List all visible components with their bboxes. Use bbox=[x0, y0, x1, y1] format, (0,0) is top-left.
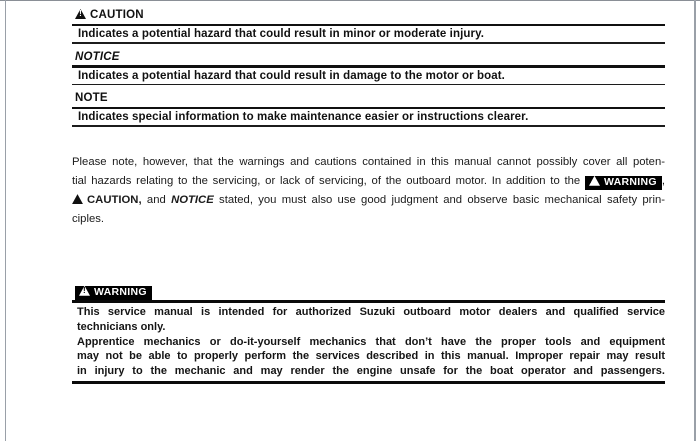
warning-badge-label: WARNING bbox=[94, 285, 147, 298]
caution-heading bbox=[72, 9, 665, 21]
note-definition-text: Indicates special information to make maintenance easier or instructions clearer. bbox=[78, 111, 529, 123]
warning-triangle-icon bbox=[79, 286, 90, 296]
caution-definition-text: Indicates a potential hazard that could result in minor or moderate injury. bbox=[78, 28, 485, 40]
notice-definition-block bbox=[72, 51, 665, 86]
paragraph-line bbox=[72, 210, 665, 229]
warning-line: technicians only. bbox=[77, 320, 166, 333]
rule-thin bbox=[72, 84, 665, 86]
warning-triangle-icon bbox=[589, 176, 600, 186]
body-paragraph bbox=[72, 153, 665, 230]
notice-definition-text: Indicates a potential hazard that could result in damage to the motor or boat. bbox=[78, 69, 505, 82]
paragraph-text: stated, you must also use good judgment and observe basic mechanical safety prin- bbox=[219, 194, 665, 207]
warning-badge-label: WARNING bbox=[604, 175, 657, 188]
warning-line: in injury to the mechanic and may render the engine unsafe for the boat operator and passengers. bbox=[77, 365, 665, 377]
page-content bbox=[72, 9, 665, 384]
paragraph-text: and bbox=[146, 194, 166, 207]
paragraph-line bbox=[72, 191, 665, 210]
paragraph-text: Please note, however, that the warnings and cautions contained in this manual cannot possibly cover all poten- bbox=[72, 155, 665, 168]
warning-line: This service manual is intended for authorized Suzuki outboard motor dealers and qualified service bbox=[77, 306, 665, 319]
rule-thin bbox=[72, 42, 665, 44]
warning-triangle-icon bbox=[75, 9, 86, 19]
caution-definition-block bbox=[72, 9, 665, 44]
notice-heading: NOTICE bbox=[75, 50, 120, 63]
warning-badge-inline bbox=[585, 176, 662, 190]
notice-inline-label: NOTICE bbox=[171, 194, 214, 207]
warning-badge bbox=[75, 286, 152, 300]
paragraph-text: ciples. bbox=[72, 213, 105, 226]
page-edge-left bbox=[5, 0, 6, 441]
warning-triangle-icon bbox=[72, 194, 83, 204]
paragraph-line bbox=[72, 172, 665, 191]
caution-inline-label: !CAUTION, bbox=[72, 194, 142, 206]
note-definition-block bbox=[72, 92, 665, 127]
paragraph-line bbox=[72, 153, 665, 172]
note-heading: NOTE bbox=[75, 92, 108, 104]
paragraph-text: tial hazards relating to the servicing, or lack of servicing, of the outboard motor. In addition to the bbox=[72, 174, 581, 187]
warning-block bbox=[72, 281, 665, 385]
warning-text bbox=[72, 303, 665, 382]
warning-line: may not be able to properly perform the services described in this manual. Improper repair may result bbox=[77, 350, 665, 363]
rule-thick bbox=[72, 381, 665, 384]
warning-badge-row bbox=[72, 281, 665, 296]
caution-heading-label: CAUTION bbox=[90, 9, 144, 21]
paragraph-text: , bbox=[661, 174, 665, 187]
rule-thin bbox=[72, 125, 665, 127]
warning-line: Apprentice mechanics or do-it-yourself mechanics that don’t have the proper tools and equipment bbox=[77, 335, 665, 348]
page-edge-right bbox=[694, 0, 696, 441]
page-edge-top bbox=[0, 0, 700, 1]
